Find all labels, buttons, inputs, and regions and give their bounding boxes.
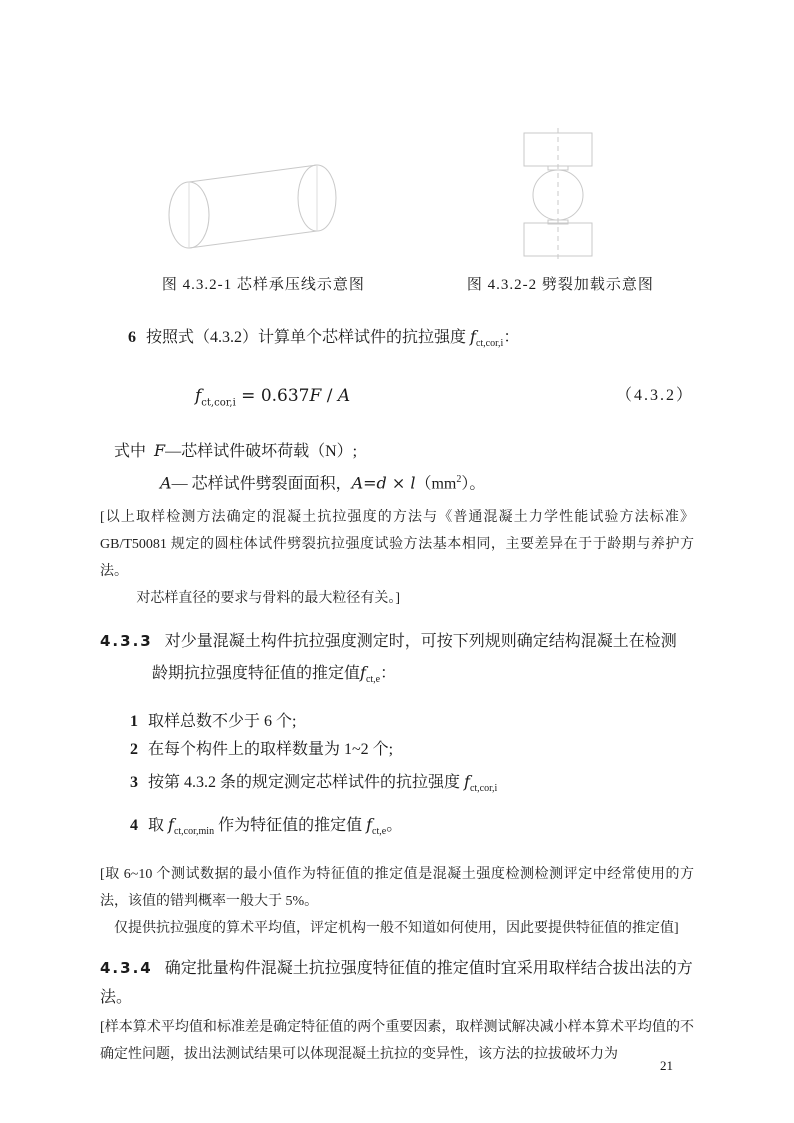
equation-number: （4.3.2） (615, 387, 694, 405)
f-subscript: ct,cor,min (173, 826, 215, 838)
commentary-paragraph: 对芯样直径的要求与骨料的最大粒径有关。] (136, 590, 401, 606)
clause-text-line1: 对少量混凝土构件抗拉强度测定时，可按下列规则确定结构混凝土在检测 (164, 632, 677, 650)
where-label: 式中 (114, 442, 147, 460)
figure-core-sample (100, 149, 427, 294)
unit-open: （mm (415, 474, 457, 492)
area-equation: A=d × l (351, 472, 416, 492)
clause-6-text: 按照式（4.3.2）计算单个芯样试件的抗拉强度 (146, 329, 467, 346)
page-number: 21 (660, 1058, 673, 1073)
item-text: 取 (148, 817, 165, 835)
unit-close: ）。 (461, 474, 486, 492)
item-number: 3 (130, 774, 138, 792)
item-text: 取样总数不少于 6 个; (148, 713, 297, 731)
f-symbol: f (470, 327, 476, 346)
a-definition: — 芯样试件劈裂面面积， (171, 474, 352, 492)
item-number: 1 (130, 713, 138, 731)
clause-text: 确定批量构件混凝土抗拉强度特征值的推定值时宜采用取样结合拔出法的方法。 (100, 960, 693, 1007)
f-symbol: f (360, 662, 366, 682)
colon: ： (503, 329, 520, 346)
area-variable: A (160, 472, 172, 492)
list-item (130, 769, 694, 802)
f-symbol: f (168, 815, 174, 835)
commentary-block-1 (100, 504, 694, 612)
commentary-paragraph: [样本算术平均值和标准差是确定特征值的两个重要因素，取样测试解决减小样本算术平均值的不确定性问题，拔出法测试结果可以体现混凝土抗拉的变异性，该方法的拉拔破坏力为 (100, 1020, 694, 1063)
division-sign: / (321, 386, 338, 407)
commentary-block-2 (100, 861, 694, 942)
list-item (130, 709, 694, 735)
clause-text-line2: 龄期抗拉强度特征值的推定值 (152, 664, 361, 682)
colon: ： (380, 664, 397, 682)
formula-expression (195, 383, 350, 416)
item-text: 按第 4.3.2 条的规定测定芯样试件的抗拉强度 (148, 774, 461, 792)
item-number: 4 (130, 817, 138, 835)
figure1-caption: 图 4.3.2-1 芯样承压线示意图 (161, 277, 365, 293)
area-variable: A (337, 386, 351, 407)
clause-number: 4.3.4 (100, 959, 153, 978)
cylinder-core-diagram (168, 149, 358, 261)
item-number: 6 (128, 329, 136, 346)
f-subscript: ct,cor,i (469, 783, 498, 795)
page-content (0, 126, 794, 1068)
f-subscript: ct,e (365, 674, 381, 686)
f-symbol: f (195, 386, 202, 407)
item-text: 作为特征值的推定值 (218, 817, 363, 835)
f-subscript: ct,e (372, 826, 387, 838)
commentary-paragraph: 仅提供抗拉强度的算术平均值，评定机构一般不知道如何使用，因此要提供特征值的推定值] (114, 921, 679, 937)
clause-4-3-4-heading (100, 954, 694, 1012)
f-definition: —芯样试件破坏荷载（N）; (165, 442, 358, 460)
figure2-caption: 图 4.3.2-2 劈裂加载示意图 (466, 277, 654, 293)
force-variable: F (309, 386, 322, 407)
clause-number: 4.3.3 (100, 631, 153, 650)
figure-split-loading (427, 126, 694, 294)
list-item (130, 737, 694, 763)
split-loading-diagram (520, 126, 600, 261)
f-subscript: ct,cor,i (201, 397, 236, 409)
item-number: 2 (130, 741, 138, 759)
clause-4-3-3-heading (100, 626, 694, 695)
unit-exponent: 2 (456, 473, 462, 485)
period: 。 (386, 817, 403, 835)
where-clause-f (114, 437, 694, 466)
commentary-paragraph: [以上取样检测方法确定的混凝土抗拉强度的方法与《普通混凝土力学性能试验方法标准》GB/T50081 规定的圆柱体试件劈裂抗拉强度试验方法基本相同，主要差异在于于龄期与养护方法。 (100, 509, 694, 579)
commentary-block-3 (100, 1014, 694, 1068)
commentary-paragraph: [取 6~10 个测试数据的最小值作为特征值的推定值是混凝土强度检测检测评定中经常使用的方法，该值的错判概率一般大于 5%。 (100, 867, 694, 910)
force-variable: F (154, 440, 166, 460)
f-subscript: ct,cor,i (475, 338, 504, 350)
formula-4-3-2-row (100, 383, 694, 416)
item-text: 在每个构件上的取样数量为 1~2 个; (148, 741, 394, 759)
list-item (130, 812, 694, 845)
f-symbol: f (366, 815, 373, 835)
figures-row (100, 126, 694, 294)
f-symbol: f (464, 772, 470, 792)
where-clause-a (160, 466, 694, 498)
equation-body: = 0.637 (235, 386, 310, 407)
clause-6-paragraph (128, 324, 694, 357)
